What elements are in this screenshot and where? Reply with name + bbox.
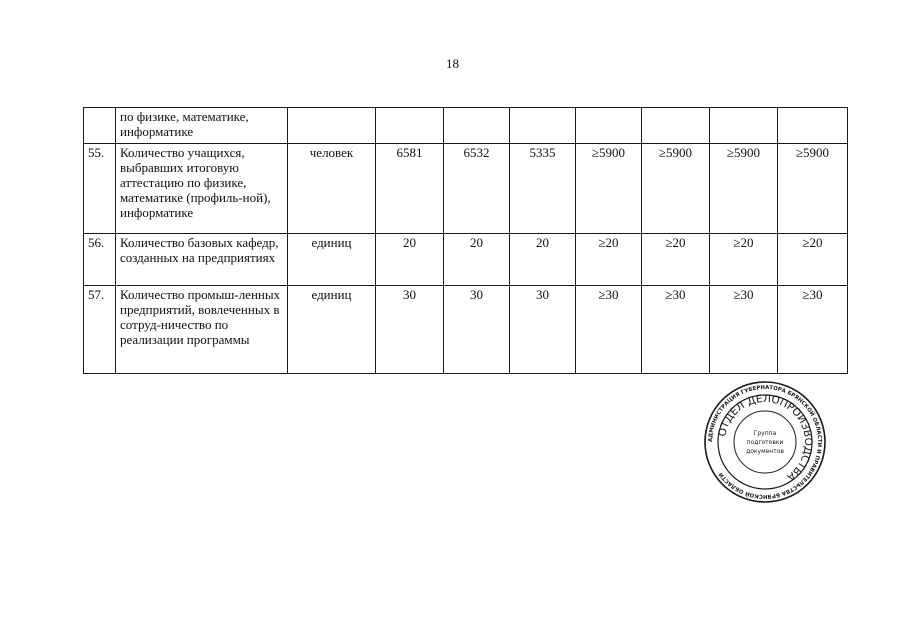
unit-cell: человек — [288, 144, 376, 234]
row-number: 55. — [84, 144, 116, 234]
value-cell: ≥30 — [710, 286, 778, 374]
value-cell: ≥20 — [576, 234, 642, 286]
value-cell: ≥5900 — [710, 144, 778, 234]
department-stamp — [703, 380, 827, 504]
table-row — [84, 234, 848, 286]
table-row — [84, 286, 848, 374]
stamp-center-line: документов — [746, 448, 784, 455]
value-cell — [444, 108, 510, 144]
value-cell: ≥20 — [642, 234, 710, 286]
stamp-center-line: подготовки — [746, 439, 784, 446]
unit-cell: единиц — [288, 234, 376, 286]
table-row — [84, 144, 848, 234]
unit-cell — [288, 108, 376, 144]
page-number: 18 — [446, 56, 459, 71]
value-cell: ≥5900 — [642, 144, 710, 234]
indicator-name: Количество промыш-ленных предприятий, вовлеченных в сотруд-ничество по реализации программы — [116, 286, 288, 374]
value-cell: ≥30 — [642, 286, 710, 374]
value-cell: ≥5900 — [778, 144, 848, 234]
unit-cell: единиц — [288, 286, 376, 374]
stamp-seal — [703, 380, 827, 504]
value-cell: 5335 — [510, 144, 576, 234]
value-cell — [576, 108, 642, 144]
row-number: 56. — [84, 234, 116, 286]
value-cell — [376, 108, 444, 144]
value-cell: ≥30 — [778, 286, 848, 374]
value-cell — [778, 108, 848, 144]
value-cell: 20 — [510, 234, 576, 286]
stamp-ring-text: АДМИНИСТРАЦИЯ ГУБЕРНАТОРА БРЯНСКОЙ ОБЛАСТИ И ПРАВИТЕЛЬСТВА БРЯНСКОЙ ОБЛАСТИ — [707, 384, 823, 500]
value-cell — [510, 108, 576, 144]
value-cell: ≥5900 — [576, 144, 642, 234]
value-cell — [642, 108, 710, 144]
row-number: 57. — [84, 286, 116, 374]
table-row — [84, 108, 848, 144]
value-cell: 6581 — [376, 144, 444, 234]
value-cell: 20 — [444, 234, 510, 286]
value-cell: 6532 — [444, 144, 510, 234]
indicator-name: Количество учащихся, выбравших итоговую аттестацию по физике, математике (профиль-ной), информатике — [116, 144, 288, 234]
value-cell: 30 — [444, 286, 510, 374]
stamp-center-line: Группа — [753, 430, 777, 437]
row-number — [84, 108, 116, 144]
value-cell: 20 — [376, 234, 444, 286]
indicator-name: Количество базовых кафедр, созданных на предприятиях — [116, 234, 288, 286]
value-cell: 30 — [376, 286, 444, 374]
value-cell — [710, 108, 778, 144]
indicators-table — [83, 107, 848, 374]
value-cell: ≥20 — [778, 234, 848, 286]
stamp-dept-text: ОТДЕЛ ДЕЛОПРОИЗВОДСТВА — [716, 392, 815, 484]
value-cell: 30 — [510, 286, 576, 374]
indicator-name: по физике, математике, информатике — [116, 108, 288, 144]
value-cell: ≥20 — [710, 234, 778, 286]
value-cell: ≥30 — [576, 286, 642, 374]
